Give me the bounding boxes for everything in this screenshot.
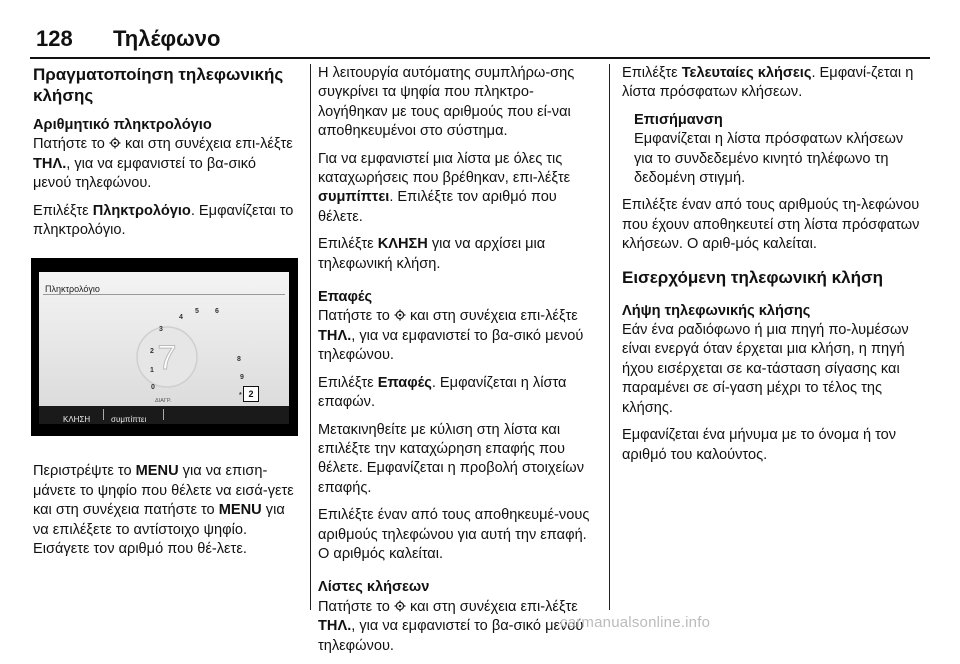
paragraph: Πατήστε το και στη συνέχεια επι-λέξτε ΤΗΛ., για να εμφανιστεί το βα-σικό μενού τηλεφώνου. bbox=[318, 308, 584, 364]
note-title: Επισήμανση bbox=[634, 111, 723, 128]
column-divider-2 bbox=[609, 64, 610, 610]
dial-digit: * bbox=[239, 392, 242, 400]
paragraph: Επιλέξτε Πληκτρολόγιο. Εμφανίζεται το πληκτρολόγιο. bbox=[33, 202, 294, 239]
column-2 bbox=[318, 64, 596, 664]
softkey-matches: συμπίπτει bbox=[111, 415, 147, 425]
column-1 bbox=[33, 64, 298, 567]
header-divider bbox=[30, 57, 930, 59]
softkey-call: ΚΛΗΣΗ bbox=[63, 415, 91, 425]
paragraph: Για να εμφανιστεί μια λίστα με όλες τις καταχωρήσεις που βρέθηκαν, επι-λέξτε συμπίπτει. Επιλέξτε τον αριθμό που θέλετε. bbox=[318, 150, 571, 225]
paragraph: Πατήστε το και στη συνέχεια επι-λέξτε ΤΗΛ., για να εμφανιστεί το βα-σικό μενού τηλεφώνου. bbox=[33, 136, 293, 192]
dial-digit: 3 bbox=[159, 326, 163, 334]
section-heading-make-call: Πραγματοποίηση τηλεφωνικής κλήσης bbox=[33, 65, 284, 105]
dial-wheel bbox=[132, 322, 202, 392]
note-text: Εμφανίζεται η λίστα πρόσφατων κλήσεων για το συνδεδεμένο κινητό τηλέφωνο τη δεδομένη στιγμή. bbox=[634, 131, 904, 187]
paragraph: Η λειτουργία αυτόματης συμπλήρω-σης συγκρίνει τα ψηφία που πληκτρο-λογήθηκαν με τους αριθμούς που εί-ναι αποθηκευμένοι στο σύστημα. bbox=[318, 65, 575, 140]
paragraph: Πατήστε το και στη συνέχεια επι-λέξτε ΤΗΛ., για να εμφανιστεί το βα-σικό μενού τηλεφώνου. bbox=[318, 598, 584, 654]
dial-digit: 4 bbox=[179, 314, 183, 322]
section-heading-incoming-call: Εισερχόμενη τηλεφωνική κλήση bbox=[622, 267, 883, 287]
dial-digit: 2 bbox=[150, 348, 154, 356]
column-divider-1 bbox=[310, 64, 311, 610]
paragraph: Επιλέξτε έναν από τους αποθηκευμέ-νους αριθμούς τηλεφώνου για αυτή την επαφή. Ο αριθμός καλείται. bbox=[318, 507, 590, 562]
column-3 bbox=[622, 64, 922, 473]
paragraph: Επιλέξτε ΚΛΗΣΗ για να αρχίσει μια τηλεφωνική κλήση. bbox=[318, 236, 546, 272]
dial-digit: 6 bbox=[215, 308, 219, 316]
gear-icon bbox=[394, 309, 406, 321]
keypad-screenshot bbox=[31, 258, 298, 436]
subheading-contacts: Επαφές bbox=[318, 289, 373, 306]
page-number: 128 bbox=[36, 26, 73, 51]
paragraph: Μετακινηθείτε με κύλιση στη λίστα και επιλέξτε την καταχώρηση επαφής που θέλετε. Εμφανίζεται η προβολή στοιχείων επαφής. bbox=[318, 421, 585, 496]
page-title: Τηλέφωνο bbox=[113, 26, 221, 51]
delete-label: ΔΙΑΓΡ. bbox=[155, 398, 172, 405]
contacts-section bbox=[318, 288, 596, 564]
dial-digit: 9 bbox=[240, 374, 244, 382]
paragraph: Εμφανίζεται ένα μήνυμα με το όνομα ή τον αριθμό του καλούντος. bbox=[622, 427, 897, 463]
dial-digit: 1 bbox=[150, 367, 154, 375]
dial-digit: 5 bbox=[195, 308, 199, 316]
dial-digit: 8 bbox=[237, 356, 241, 364]
subheading-call-lists: Λίστες κλήσεων bbox=[318, 579, 430, 596]
callout-badge: 2 bbox=[243, 386, 259, 402]
dial-digit: 0 bbox=[151, 384, 155, 392]
gear-icon bbox=[394, 600, 406, 612]
subheading-receive-call: Λήψη τηλεφωνικής κλήσης bbox=[622, 302, 811, 319]
subheading-keypad: Αριθμητικό πληκτρολόγιο bbox=[33, 117, 212, 133]
paragraph: Περιστρέψτε το MENU για να επιση-μάνετε το ψηφίο που θέλετε να εισά-γετε και στη συνέχεια πατήστε το MENU για να επιλέξετε το αντίστοιχο ψηφίο. Εισάγετε τον αριθμό που θέ-λετε. bbox=[33, 463, 294, 558]
softkey-separator bbox=[163, 409, 164, 420]
page-header bbox=[0, 0, 960, 56]
softkey-separator bbox=[103, 409, 104, 420]
note-box bbox=[634, 111, 922, 189]
gear-icon bbox=[109, 137, 121, 149]
paragraph: Επιλέξτε Επαφές. Εμφανίζεται η λίστα επαφών. bbox=[318, 374, 567, 411]
screen-title: Πληκτρολόγιο bbox=[45, 284, 100, 295]
paragraph: Επιλέξτε έναν από τους αριθμούς τη-λεφώνου που έχουν αποθηκευτεί στη λίστα πρόσφατων κλήσεων. Ο αριθ-μός καλείται. bbox=[622, 197, 920, 253]
dial-center-digit: 7 bbox=[157, 339, 177, 378]
call-lists-section bbox=[318, 578, 596, 656]
watermark: carmanualsonline.info bbox=[560, 614, 711, 631]
screen-title-divider bbox=[43, 294, 285, 295]
paragraph: Εάν ένα ραδιόφωνο ή μια πηγή πο-λυμέσων είναι ενεργά όταν έρχεται μια κλήση, η πηγή ήχου εισέρχεται σε κα-τάσταση σίγασης και παραμένει σε σί-γαση μέχρι το τέλος της κλήσης. bbox=[622, 322, 909, 416]
paragraph: Επιλέξτε Τελευταίες κλήσεις. Εμφανί-ζεται η λίστα πρόσφατων κλήσεων. bbox=[622, 65, 914, 101]
